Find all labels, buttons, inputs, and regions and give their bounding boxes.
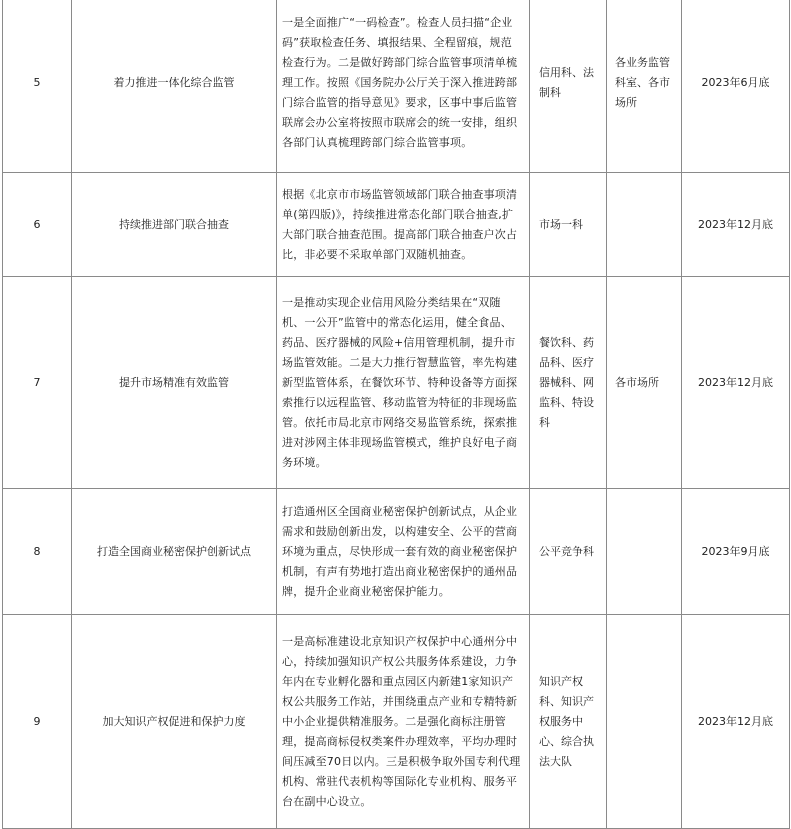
- table-row: [3, 489, 790, 615]
- cooperating-department: 各业务监管科室、各市场所: [607, 0, 682, 173]
- task-name: 持续推进部门联合抽查: [72, 173, 277, 277]
- task-name: 打造全国商业秘密保护创新试点: [72, 489, 277, 615]
- lead-department: 知识产权科、知识产权服务中心、综合执法大队: [530, 615, 607, 829]
- task-content: 打造通州区全国商业秘密保护创新试点，从企业需求和鼓励创新出发，以构建安全、公平的营商环境为重点，尽快形成一套有效的商业秘密保护机制，有声有势地打造出商业秘密保护的通州品牌，提升企业商业秘密保护能力。: [277, 489, 530, 615]
- deadline: 2023年12月底: [682, 173, 790, 277]
- task-content: 一是推动实现企业信用风险分类结果在“双随机、一公开”监管中的常态化运用，健全食品、药品、医疗器械的风险+信用管理机制，提升市场监管效能。二是大力推行智慧监管，率先构建新型监管体系，在餐饮环节、特种设备等方面探索推行以远程监管、移动监管为特征的非现场监管。依托市局北京市网络交易监管系统，探索推进对涉网主体非现场监管模式，维护良好电子商务环境。: [277, 277, 530, 489]
- task-content: 一是全面推广“一码检查”。检查人员扫描“企业码”获取检查任务、填报结果、全程留痕，规范检查行为。二是做好跨部门综合监管事项清单梳理工作。按照《国务院办公厅关于深入推进跨部门综合监管的指导意见》要求，区事中事后监管联席会办公室将按照市联席会的统一安排，组织各部门认真梳理跨部门综合监管事项。: [277, 0, 530, 173]
- table-row: [3, 277, 790, 489]
- task-name: 加大知识产权促进和保护力度: [72, 615, 277, 829]
- task-content: 一是高标准建设北京知识产权保护中心通州分中心，持续加强知识产权公共服务体系建设，力争年内在专业孵化器和重点园区内新建1家知识产权公共服务工作站，并围绕重点产业和专精特新中小企业提供精准服务。二是强化商标注册管理，提高商标侵权类案件办理效率，平均办理时间压减至70日以内。三是积极争取外国专利代理机构、常驻代表机构等国际化专业机构、服务平台在副中心设立。: [277, 615, 530, 829]
- lead-department: 公平竞争科: [530, 489, 607, 615]
- row-number: 6: [3, 173, 72, 277]
- lead-department: 市场一科: [530, 173, 607, 277]
- deadline: 2023年6月底: [682, 0, 790, 173]
- lead-department: 信用科、法制科: [530, 0, 607, 173]
- task-name: 着力推进一体化综合监管: [72, 0, 277, 173]
- row-number: 8: [3, 489, 72, 615]
- row-number: 9: [3, 615, 72, 829]
- cooperating-department: 各市场所: [607, 277, 682, 489]
- task-table: [2, 0, 790, 829]
- row-number: 5: [3, 0, 72, 173]
- lead-department: 餐饮科、药品科、医疗器械科、网监科、特设科: [530, 277, 607, 489]
- cooperating-department: [607, 615, 682, 829]
- deadline: 2023年9月底: [682, 489, 790, 615]
- deadline: 2023年12月底: [682, 615, 790, 829]
- row-number: 7: [3, 277, 72, 489]
- deadline: 2023年12月底: [682, 277, 790, 489]
- task-name: 提升市场精准有效监管: [72, 277, 277, 489]
- table-row: [3, 173, 790, 277]
- cooperating-department: [607, 173, 682, 277]
- table-row: [3, 0, 790, 173]
- table-row: [3, 615, 790, 829]
- task-content: 根据《北京市市场监管领域部门联合抽查事项清单(第四版)》，持续推进常态化部门联合抽查,扩大部门联合抽查范围。提高部门联合抽查户次占比，非必要不采取单部门双随机抽查。: [277, 173, 530, 277]
- cooperating-department: [607, 489, 682, 615]
